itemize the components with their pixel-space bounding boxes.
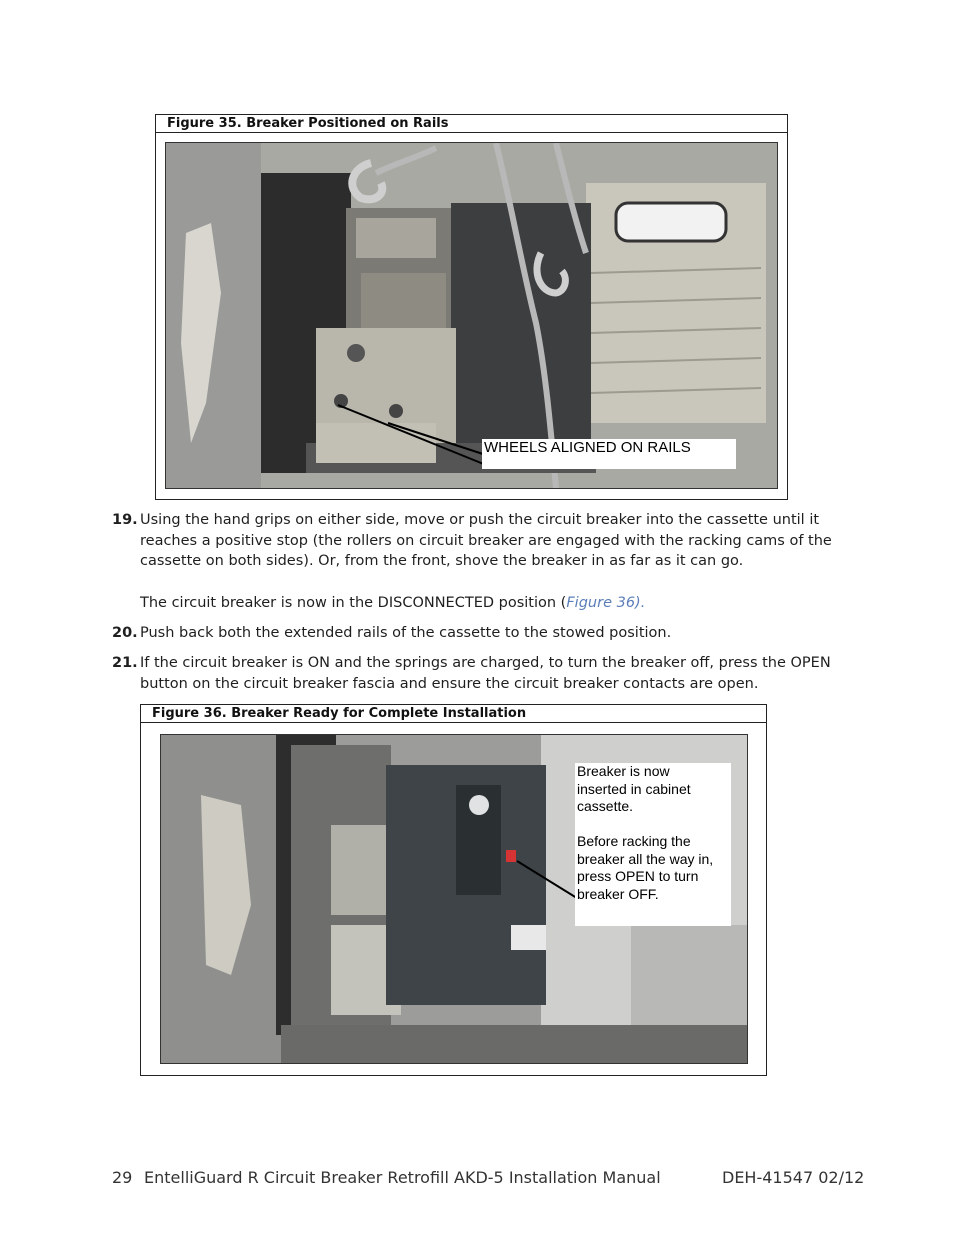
figure-35-caption: Figure 35. Breaker Positioned on Rails [156, 115, 787, 133]
callout-line: breaker OFF. [577, 885, 659, 902]
figure-36 [140, 704, 767, 1076]
wheels-callout: WHEELS ALIGNED ON RAILS [482, 439, 736, 469]
step-number: 20. [112, 625, 138, 641]
step-19 [112, 510, 832, 620]
step-number: 21. [112, 655, 138, 671]
callout-line: Breaker is now [577, 763, 670, 779]
step-note-text: The circuit breaker is now in the DISCONNECTED position ( [140, 595, 567, 611]
step-note [140, 593, 832, 614]
step-21 [112, 653, 832, 697]
figure-36-caption: Figure 36. Breaker Ready for Complete Installation [141, 705, 766, 723]
step-text: Using the hand grips on either side, move or push the circuit breaker into the cassette until it reaches a positive stop (the rollers on circuit breaker are engaged with the racking cams of the cassette on both sides). Or, from the front, shove the breaker in as far as it can go. [140, 512, 832, 569]
callout-line: cassette. [577, 798, 634, 814]
footer-doc-id: DEH-41547 02/12 [722, 1168, 865, 1187]
footer-page-number: 29 [112, 1168, 133, 1187]
step-text: Push back both the extended rails of the cassette to the stowed position. [140, 625, 672, 641]
footer-title: EntelliGuard R Circuit Breaker Retrofill AKD-5 Installation Manual [144, 1168, 661, 1187]
figure-35-photo [165, 142, 778, 489]
callout-line: inserted in cabinet [577, 780, 691, 797]
figure-36-link[interactable]: Figure 36). [566, 595, 646, 611]
callout-line: breaker all the way in, [577, 850, 714, 867]
step-20 [112, 623, 832, 645]
callout-line: press OPEN to turn [577, 868, 699, 884]
breaker-inserted-callout [575, 763, 731, 926]
step-number: 19. [112, 512, 138, 528]
figure-35 [155, 114, 788, 500]
breaker-on-rails-image [166, 143, 777, 488]
callout-line: Before racking the [577, 833, 691, 849]
figure-36-photo [160, 734, 748, 1064]
step-text: If the circuit breaker is ON and the springs are charged, to turn the breaker off, press the OPEN button on the circuit breaker fascia and ensure the circuit breaker contacts are open. [140, 655, 831, 692]
